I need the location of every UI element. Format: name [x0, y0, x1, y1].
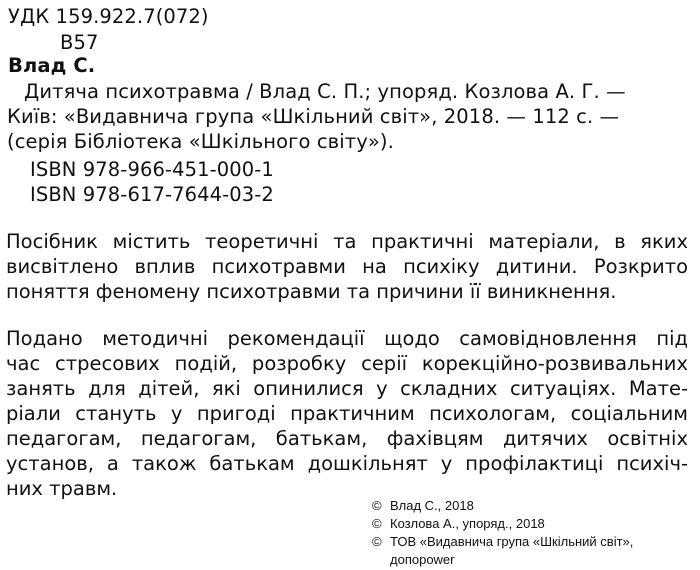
annotation-line: установ, а також батькам дошкільнят у профілактиці психіч-	[6, 452, 688, 475]
copyright-icon: ©	[372, 498, 382, 513]
annotation-line: поняття феномену психотравми та причини її виникнення.	[6, 280, 617, 303]
biblio-line: Дитяча психотравма / Влад С. П.; упоряд. Козлова А. Г. —	[24, 80, 626, 103]
copyright-text: ТОВ «Видавнича група «Шкільний світ»,	[390, 534, 634, 549]
annotation-line: педагогам, педагогам, батькам, фахівцям дитячих освітніх	[6, 427, 688, 450]
udk-code: УДК 159.922.7(072)	[8, 5, 209, 28]
isbn-line: ISBN 978-617-7644-03-2	[30, 183, 274, 206]
annotation-line: них травм.	[6, 477, 118, 500]
copyright-icon: ©	[372, 516, 382, 531]
annotation-line: час стресових подій, розробку серії корекційно-розвивальних	[6, 352, 688, 375]
author-heading: Влад С.	[8, 54, 96, 77]
copyright-line	[372, 533, 633, 550]
biblio-line: Київ: «Видавнича група «Шкільний світ», 2018. — 112 с. —	[7, 105, 620, 128]
biblio-line: (серія Бібліотека «Шкільного світу»).	[7, 130, 394, 153]
cutter-number: В57	[60, 31, 99, 54]
copyright-icon: ©	[372, 534, 382, 549]
copyright-line: допоpower	[390, 552, 455, 567]
copyright-text: Козлова А., упоряд., 2018	[390, 516, 545, 531]
annotation-line: Подано методичні рекомендації щодо самовідновлення під	[6, 327, 688, 350]
copyright-text: Влад С., 2018	[390, 498, 474, 513]
isbn-line: ISBN 978-966-451-000-1	[30, 158, 274, 181]
annotation-line: ріали стануть у пригоді практичним психологам, соціальним	[6, 402, 688, 425]
copyright-line	[372, 515, 545, 532]
annotation-line: висвітлено вплив психотравми на психіку дитини. Розкрито	[6, 255, 688, 278]
annotation-line: занять для дітей, які опинилися у складних ситуаціях. Мате-	[6, 377, 688, 400]
copyright-line	[372, 497, 474, 514]
annotation-line: Посібник містить теоретичні та практичні матеріали, в яких	[6, 230, 688, 253]
